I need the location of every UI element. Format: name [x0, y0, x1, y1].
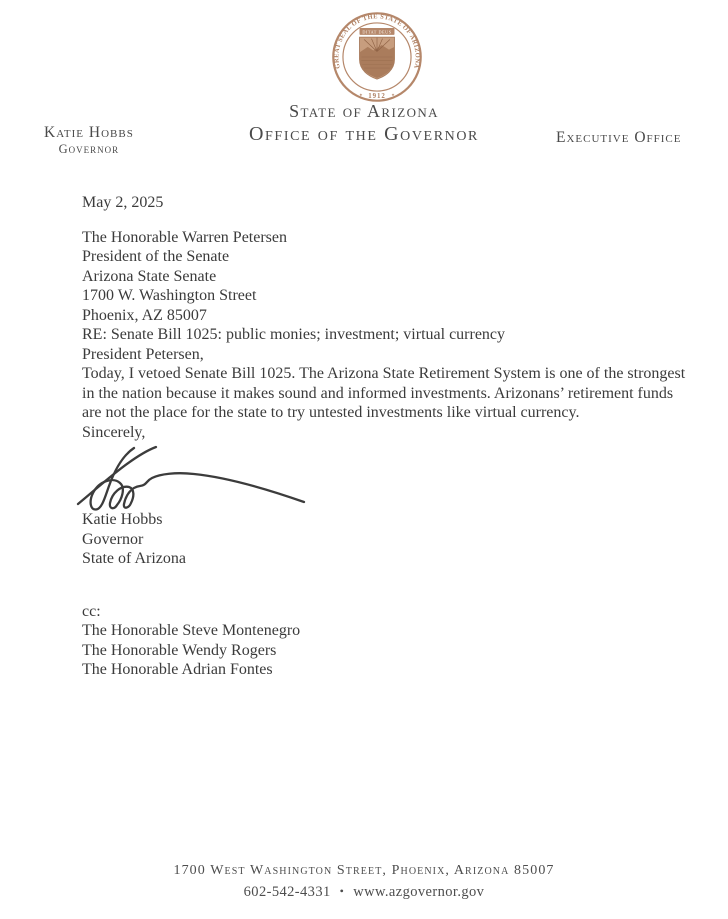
governor-title: Governor [58, 142, 120, 156]
governor-name: Katie Hobbs [44, 124, 134, 141]
seal-star-right-icon: ✦ [391, 92, 396, 98]
arizona-state-seal [331, 11, 423, 103]
footer-bullet-separator: • [339, 884, 345, 898]
recipient-line: President of the Senate [82, 248, 230, 265]
footer-phone: 602-542-4331 [243, 884, 331, 900]
letter-body [82, 193, 694, 680]
subject-line: RE: Senate Bill 1025: public monies; investment; virtual currency [82, 326, 506, 343]
signature-block [82, 510, 694, 569]
seal-star-left-icon: ✦ [358, 92, 363, 98]
letter-paragraph: Today, I vetoed Senate Bill 1025. The Arizona State Retirement System is one of the strongest in the nation because it makes sound and informed investments. Arizonans’ retirement funds are not the place for the state to try untested investments like virtual currency. [82, 365, 686, 421]
cc-line: The Honorable Adrian Fontes [82, 661, 273, 678]
cc-line: The Honorable Steve Montenegro [82, 622, 301, 639]
recipient-line: Arizona State Senate [82, 267, 217, 285]
footer-address: 1700 West Washington Street, Phoenix, Arizona 85007 [173, 863, 555, 878]
letterhead-executive-office: Executive Office [556, 129, 682, 146]
letter-footer [0, 861, 728, 902]
state-seal-icon [331, 11, 423, 103]
letterhead-governor-block [44, 124, 134, 157]
signer-org: State of Arizona [82, 550, 186, 567]
signer-name: Katie Hobbs [82, 511, 163, 528]
letter-date: May 2, 2025 [82, 194, 164, 211]
letterhead-office-line: Office of the Governor [249, 123, 479, 145]
cc-label: cc: [82, 602, 101, 620]
footer-contact [0, 881, 728, 902]
signature-katie-hobbs [72, 442, 322, 514]
recipient-line: The Honorable Warren Petersen [82, 228, 287, 246]
seal-ring-text: GREAT SEAL OF THE STATE OF ARIZONA [333, 13, 421, 70]
cc-line: The Honorable Wendy Rogers [82, 641, 277, 659]
signer-title: Governor [82, 530, 144, 548]
seal-motto: DITAT DEUS [362, 29, 392, 35]
cc-block [82, 602, 694, 680]
footer-website: www.azgovernor.gov [353, 884, 485, 900]
closing: Sincerely, [82, 423, 146, 441]
recipient-address-block [82, 228, 694, 326]
recipient-line: Phoenix, AZ 85007 [82, 306, 207, 324]
seal-year: 1912 [368, 92, 386, 100]
salutation: President Petersen, [82, 345, 204, 363]
letterhead-state-line: State of Arizona [289, 101, 439, 121]
recipient-line: 1700 W. Washington Street [82, 287, 257, 304]
